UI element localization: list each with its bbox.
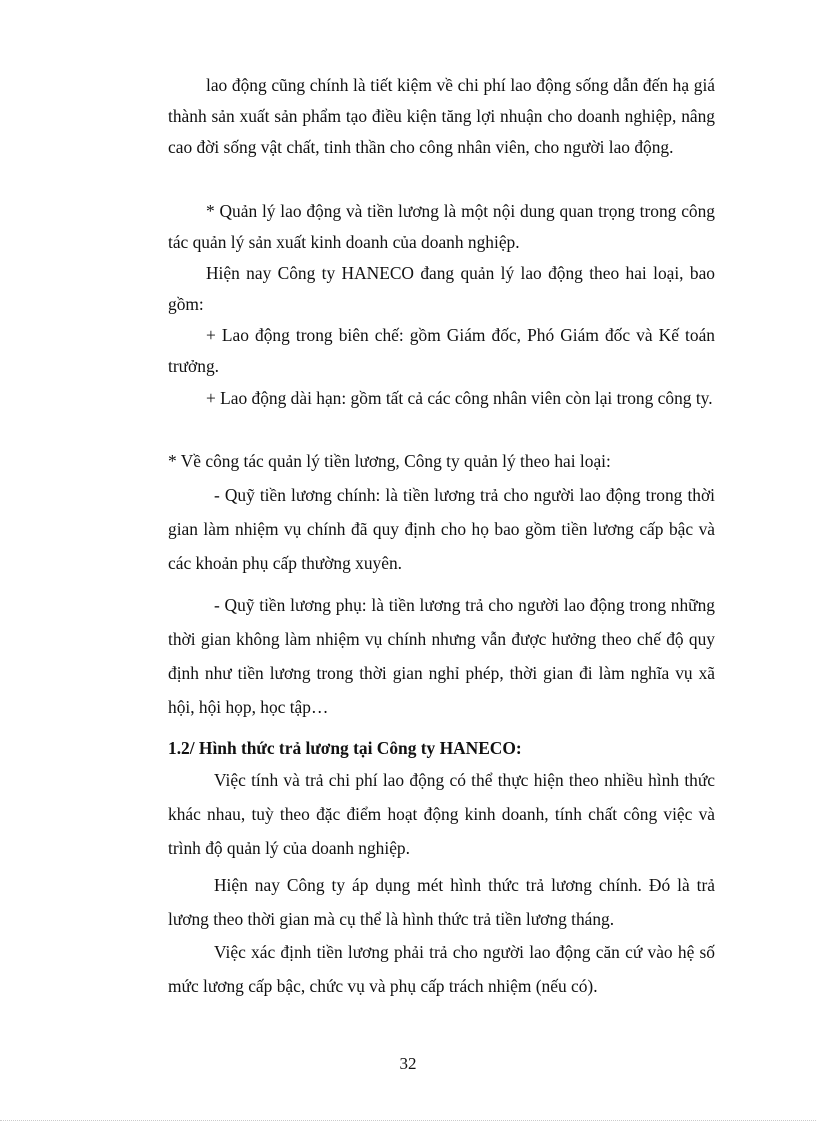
page-number: 32 bbox=[399, 1054, 417, 1073]
page-bottom-divider bbox=[0, 1120, 816, 1121]
paragraph-current-payment bbox=[168, 868, 715, 936]
paragraph-long-term-staff bbox=[168, 383, 715, 414]
paragraph-haneco-labor bbox=[168, 258, 715, 320]
paragraph-text: + Lao động trong biên chế: gồm Giám đốc, Phó Giám đốc và Kế toán trưởng. bbox=[168, 325, 715, 376]
heading-text: 1.2/ Hình thức trả lương tại Công ty HANECO: bbox=[168, 738, 522, 758]
paragraph-salary-management bbox=[168, 446, 715, 477]
paragraph-text: Hiện nay Công ty HANECO đang quản lý lao động theo hai loại, bao gồm: bbox=[168, 263, 715, 314]
paragraph-text: - Quỹ tiền lương phụ: là tiền lương trả cho người lao động trong những thời gian không làm nhiệm vụ chính nhưng vẫn được hưởng theo chế độ quy định như tiền lương trong thời gian nghỉ phép, thời gian đi làm nghĩa vụ xã hội, hội họp, học tập… bbox=[168, 595, 715, 717]
paragraph-continuation bbox=[168, 70, 715, 163]
paragraph-main-salary-fund bbox=[168, 478, 715, 580]
paragraph-payment-forms bbox=[168, 763, 715, 865]
paragraph-text: * Quản lý lao động và tiền lương là một nội dung quan trọng trong công tác quản lý sản xuất kinh doanh của doanh nghiệp. bbox=[168, 201, 715, 252]
paragraph-labor-management bbox=[168, 196, 715, 258]
paragraph-secondary-salary-fund bbox=[168, 588, 715, 724]
paragraph-text: + Lao động dài hạn: gồm tất cả các công nhân viên còn lại trong công ty. bbox=[206, 388, 713, 408]
paragraph-text: Việc tính và trả chi phí lao động có thể thực hiện theo nhiều hình thức khác nhau, tuỳ theo đặc điểm hoạt động kinh doanh, tính chất công việc và trình độ quản lý của doanh nghiệp. bbox=[168, 770, 715, 858]
paragraph-text: - Quỹ tiền lương chính: là tiền lương trả cho người lao động trong thời gian làm nhiệm vụ chính đã quy định cho họ bao gồm tiền lương cấp bậc và các khoản phụ cấp thường xuyên. bbox=[168, 485, 715, 573]
paragraph-text: * Về công tác quản lý tiền lương, Công ty quản lý theo hai loại: bbox=[168, 451, 611, 471]
paragraph-permanent-staff bbox=[168, 320, 715, 382]
section-heading bbox=[168, 733, 715, 764]
paragraph-text: Việc xác định tiền lương phải trả cho người lao động căn cứ vào hệ số mức lương cấp bậc, chức vụ và phụ cấp trách nhiệm (nếu có). bbox=[168, 942, 715, 996]
paragraph-text: lao động cũng chính là tiết kiệm về chi phí lao động sống dẫn đến hạ giá thành sản xuất sản phẩm tạo điều kiện tăng lợi nhuận cho doanh nghiệp, nâng cao đời sống vật chất, tinh thần cho công nhân viên, cho người lao động. bbox=[168, 75, 715, 157]
paragraph-text: Hiện nay Công ty áp dụng mét hình thức trả lương chính. Đó là trả lương theo thời gian mà cụ thể là hình thức trả tiền lương tháng. bbox=[168, 875, 715, 929]
paragraph-salary-determination bbox=[168, 935, 715, 1003]
